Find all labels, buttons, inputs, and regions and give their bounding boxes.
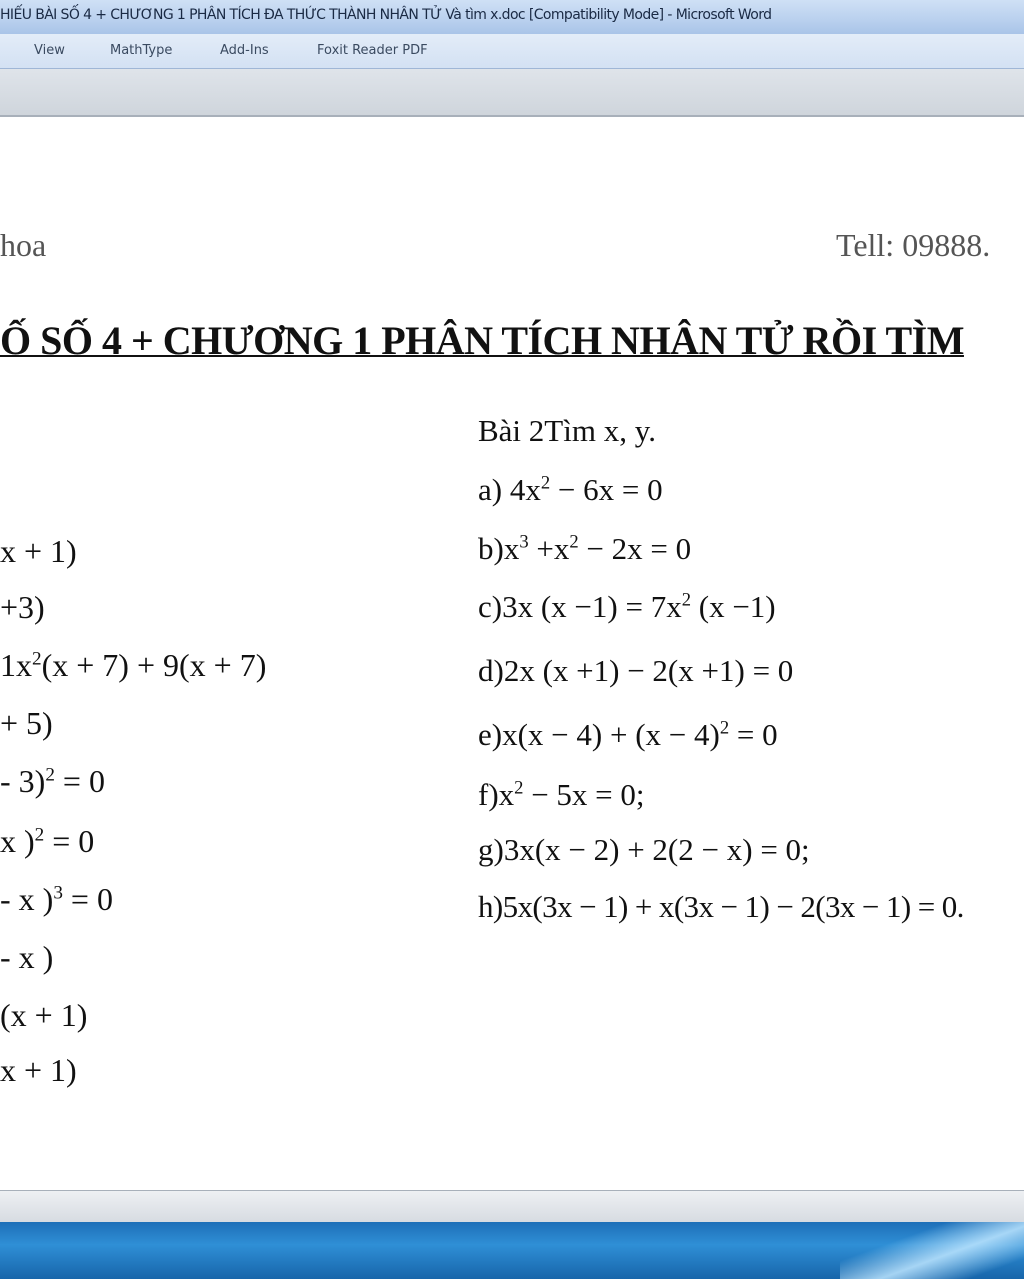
exercise-h: h)5x(3x − 1) + x(3x − 1) − 2(3x − 1) = 0. [478, 889, 964, 924]
exercise-g: g)3x(x − 2) + 2(2 − x) = 0; [478, 832, 810, 867]
left-line-1: x + 1) [0, 533, 77, 569]
ribbon-area [0, 69, 1024, 117]
left-line-3: $1x^2(x + 7) + 9(x + 7)$ [0, 647, 267, 683]
document-page[interactable] [0, 117, 1024, 1190]
menu-bar [0, 34, 1024, 69]
left-line-2: +3) [0, 589, 45, 625]
left-line-10: x + 1) [0, 1052, 77, 1088]
left-line-5: - 3)$^2$ = 0 [0, 763, 105, 799]
window-title: HIẾU BÀI SỐ 4 + CHƯƠNG 1 PHÂN TÍCH ĐA THỨC THÀNH NHÂN TỬ Và tìm x.doc [Compatibility Mode] - Microsoft Word [0, 7, 772, 23]
menu-view[interactable]: View [34, 43, 65, 58]
left-line-4: + 5) [0, 705, 53, 741]
left-line-6: x )$^2$ = 0 [0, 823, 95, 859]
exercise-f: $f)x^2 - 5x = 0$; [478, 777, 645, 812]
menu-foxit-reader-pdf[interactable]: Foxit Reader PDF [317, 43, 428, 58]
left-line-8: - x ) [0, 939, 54, 975]
exercise-title: Bài 2Tìm x, y. [478, 413, 656, 448]
menu-add-ins[interactable]: Add-Ins [220, 43, 269, 58]
document-heading: Ố SỐ 4 + CHƯƠNG 1 PHÂN TÍCH NHÂN TỬ RỒI TÌM [0, 318, 964, 363]
header-phone: Tell: 09888. [836, 227, 991, 263]
left-line-7: - x )$^3$ = 0 [0, 881, 113, 917]
windows-taskbar [0, 1222, 1024, 1279]
left-line-9: (x + 1) [0, 997, 88, 1033]
exercise-a: a) $4x^2 - 6x = 0$ [478, 472, 663, 507]
window-titlebar [0, 0, 1024, 34]
exercise-c: c)3x $(x -1) = 7x^2$ (x −1) [478, 589, 776, 624]
taskbar-glow [840, 1222, 1024, 1279]
exercise-b: $b)x^3 +x^2 - 2x = 0$ [478, 531, 692, 566]
status-bar [0, 1190, 1024, 1223]
menu-mathtype[interactable]: MathType [110, 43, 173, 58]
exercise-d: d)2x (x +1) − 2(x +1) = 0 [478, 653, 794, 688]
exercise-e: $e)x(x - 4) + (x - 4)^2 = 0$ [478, 717, 778, 752]
header-left-text: hoa [0, 227, 47, 263]
